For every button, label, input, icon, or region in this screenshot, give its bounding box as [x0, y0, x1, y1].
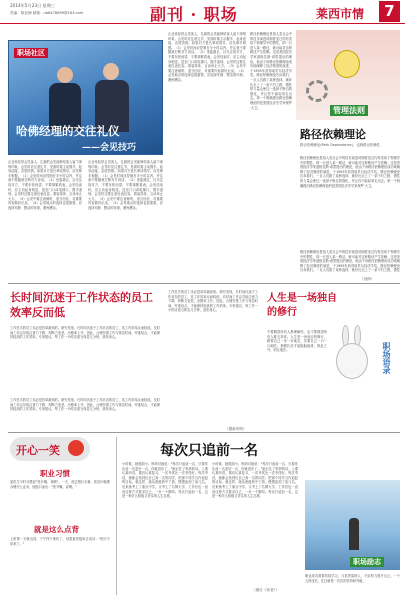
article4-headline: 人生是一场独自的修行 [267, 293, 337, 318]
essay-body-col1: 小时候，她很胆小。妈妈对她说："每次只追前一名，只要你比前一名更好一点，你就进步了。"她记住了妈妈的话。上课认真听讲，课后认真复习，一次考试比一次考得好。每次考试，她都会找到比自己高一名的同学，把那个同学当作追赶的目标。就这样，她从班级的中下游，慢慢追到了前几名。后来她考上了重点中学，又考上了名牌大学，工作后也一直用这种方式要求自己，一步一个脚印。每次只追前一名，这是一种多么积极又务实的人生态度。 [122, 462, 208, 499]
masthead [0, 0, 405, 24]
article1-body-col1: 企业家经常会见客人，礼貌的会见能够给客人留下深刻印象。会见时应注意礼节，见面时要主动握手，起身迎接，态度热情。如果对方是长辈或领导，应先伸手相握。（1）会见时间应控制在半小时以内，并注意不要随意打断对方说话。（2）坐姿端正，目光注视对方，不要东张西望，不要频繁看表。会见结束时，应主动起身相送，送至门口或电梯口，握手道别。会见时还要注意仪表仪容，着装得体，言谈举止大方。（3）会见中要注意倾听，适当回应，对重要内容做好记录。（4）会见地点的选择也很重要，应选择安静、整洁的环境，避免嘈杂。 [8, 160, 82, 210]
page-number: 7 [379, 1, 400, 22]
section-title: 副刊 · 职场 [150, 5, 238, 24]
article1-column-tag: 职场社区 [14, 48, 48, 58]
section-divider-2 [8, 432, 400, 433]
article1-body-col3: 企业家经常会见客人，礼貌的会见能够给客人留下深刻印象。会见时应注意礼节，见面时要主动握手，起身迎接，态度热情。如果对方是长辈或领导，应先伸手相握。（1）会见时间应控制在半小时以内，并注意不要随意打断对方说话。（2）坐姿端正，目光注视对方，不要东张西望，不要频繁看表。会见结束时，应主动起身相送，送至门口或电梯口，握手道别。会见时还要注意仪表仪容，着装得体，言谈举止大方。（3）会见中要注意倾听，适当回应，对重要内容做好记录。（4）会见地点的选择也很重要，应选择安静、整洁的环境，避免嘈杂。 [168, 32, 246, 82]
gear-icon [306, 80, 328, 102]
humor-column-rule [116, 437, 117, 595]
lightbulb-icon [334, 50, 360, 78]
date-line: 2014年5月23日 星期三 [10, 3, 56, 8]
article1-body-col2: 企业家经常会见客人，礼貌的会见能够给客人留下深刻印象。会见时应注意礼节，见面时要主动握手，起身迎接，态度热情。如果对方是长辈或领导，应先伸手相握。（1）会见时间应控制在半小时以内，并注意不要随意打断对方说话。（2）坐姿端正，目光注视对方，不要东张西望，不要频繁看表。会见结束时，应主动起身相送，送至门口或电梯口，握手道别。会见时还要注意仪表仪容，着装得体，言谈举止大方。（3）会见中要注意倾听，适当回应，对重要内容做好记录。（4）会见地点的选择也很重要，应选择安静、整洁的环境，避免嘈杂。 [88, 160, 163, 210]
tips-body: 职业成功需要持续学习，与其羡慕别人，不如努力提升自己。一个人的成长，往往就是一次次的坚持和突破。 [305, 574, 400, 583]
article1-headline: 哈佛经理的交往礼仪 [16, 124, 120, 138]
humor-subhead: 就是这么点背 [34, 525, 79, 534]
section-divider [8, 283, 400, 284]
humor-column-tag: 开心一笑 [16, 444, 60, 457]
article2-author: 路径依赖理论(Path Dependence)，也称路径依赖性 [300, 143, 381, 147]
article4-body: 不要期望所有人都理解你，也不要期望所有人都支持你。人生是一场独自的修行，路要自己一步一步地走，苦要自己一口一口地吃。抽筋扒皮才能脱胎换骨，除此之外，别无他法。 [267, 330, 327, 353]
tips-column-tag: 职场励志 [350, 557, 384, 567]
humor-body2: 上班第一天就迟到，下午终于准时了，结果被老板叫去谈话："明天不用来了。" [10, 537, 110, 546]
article4-column-tag: 职场语录 [382, 342, 392, 374]
article3-source: （据新华网） [225, 427, 247, 431]
smile-icon [68, 440, 84, 456]
article3-body: 工作狂式的员工未必是效率最高的。研究发现，长时间沉迷于工作状态的员工，其工作效率反而较低。长时间工作会导致注意力下降，判断力变差，出错率上升。因此，合理安排工作与休息时间，劳逸结合，才能保持较高的工作效率。专家建议，每工作一小时应适当休息几分钟，放松身心。 [10, 326, 160, 340]
essay-headline: 每次只追前一名 [160, 443, 258, 459]
essay-body-col2: 小时候，她很胆小。妈妈对她说："每次只追前一名，只要你比前一名更好一点，你就进步了。"她记住了妈妈的话。上课认真听讲，课后认真复习，一次考试比一次考得好。每次考试，她都会找到比自己高一名的同学，把那个同学当作追赶的目标。就这样，她从班级的中下游，慢慢追到了前几名。后来她考上了重点中学，又考上了名牌大学，工作后也一直用这种方式要求自己，一步一个脚印。每次只追前一名，这是一种多么积极又务实的人生态度。 [212, 462, 298, 499]
article3-body-col2: 工作狂式的员工未必是效率最高的。研究发现，长时间沉迷于工作状态的员工，其工作效率反而较低。长时间工作会导致注意力下降，判断力变差，出错率上升。因此，合理安排工作与休息时间，劳逸结合，才能保持较高的工作效率。专家建议，每工作一小时应适当休息几分钟，放松身心。 [168, 290, 258, 313]
article1-subhead: ——会见技巧 [82, 143, 137, 153]
article2-body: 路径依赖理论是指人类社会中的技术演进或制度变迁均有类似于物理学中的惯性，即一旦进入某一路径，就可能对这种路径产生依赖。这是美国经济学家道格拉斯·诺思提出的理论，他由于用路径依赖理论成功地阐释了经济制度的演进，于1993年获得诺贝尔经济学奖。路径依赖理论告诉我们，一旦人们做了某种选择，就好比走上了一条不归之路，惯性的力量会使这一选择不断自我强化，并让你不能轻易走出去。第一个明确提出路径依赖理论的是美国经济史学家保罗·大卫。 [300, 156, 400, 188]
rabbit-illustration [332, 325, 372, 381]
article2-body-lower: 路径依赖理论是指人类社会中的技术演进或制度变迁均有类似于物理学中的惯性，即一旦进入某一路径，就可能对这种路径产生依赖。这是美国经济学家道格拉斯·诺思提出的理论，他由于用路径依赖理论成功地阐释了经济制度的演进，于1993年获得诺贝尔经济学奖。路径依赖理论告诉我们，一旦人们做了某种选择，就好比走上了一条不归之路，惯性 [300, 250, 400, 272]
person-silhouette [349, 518, 359, 550]
humor-headline: 职业习惯 [40, 469, 70, 478]
article3-headline: 长时间沉迷于工作状态的员工效率反而低 [10, 291, 153, 319]
article2-caption: （延伸） [360, 277, 375, 281]
article2-body-left: 路径依赖理论是指人类社会中的技术演进或制度变迁均有类似于物理学中的惯性，即一旦进入某一路径，就可能对这种路径产生依赖。这是美国经济学家道格拉斯·诺思提出的理论，他由于用路径依赖理论成功地阐释了经济制度的演进，于1993年获得诺贝尔经济学奖。路径依赖理论告诉我们，一旦人们做了某种选择，就好比走上了一条不归之路，惯性的力量会使这一选择不断自我强化，并让你不能轻易走出去。第一个明确提出路径依赖理论的是美国经济史学家保罗·大卫。 [250, 32, 292, 110]
humor-body: 某医生平时习惯说"张开嘴，说啊"。一天，他去银行办事，柜员问他要办理什么业务，他脱口而出："张开嘴，说啊。" [10, 480, 110, 489]
businessman-right [103, 63, 119, 80]
column-name: 莱西市情 [316, 7, 365, 21]
article2-column-tag: 管理法则 [330, 105, 368, 116]
article3-body-bottom: 工作狂式的员工未必是效率最高的。研究发现，长时间沉迷于工作状态的员工，其工作效率反而较低。长时间工作会导致注意力下降，判断力变差，出错率上升。因此，合理安排工作与休息时间，劳逸结合，才能保持较高的工作效率。专家建议，每工作一小时应适当休息几分钟，放松身心。 [10, 398, 160, 412]
article2-headline: 路径依赖理论 [300, 128, 366, 141]
editor-line: 责编：陈亚楠 邮箱：nb6478899@163.com [10, 11, 84, 15]
essay-source: （摘自《读者》） [252, 588, 279, 592]
rabbit-body [336, 343, 368, 379]
businessman-left [57, 67, 73, 83]
